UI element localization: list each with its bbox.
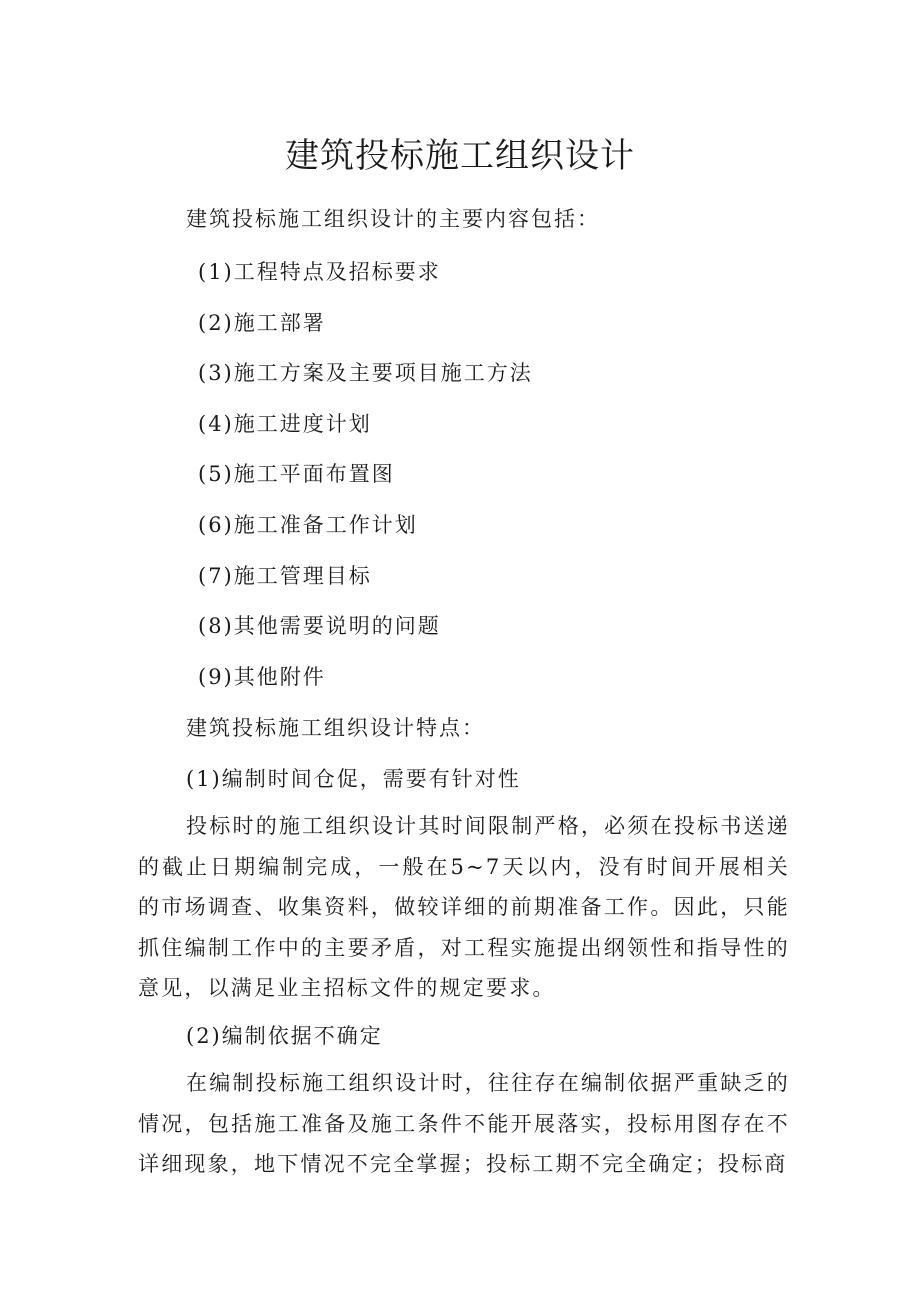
content-item-6: (6)施工准备工作计划 — [198, 513, 418, 537]
feature-2-paragraph: 在编制投标施工组织设计时，往往存在编制依据严重缺乏的情况，包括施工准备及施工条件不能开展落实，投标用图存在不详细现象，地下情况不完全掌握；投标工期不完全确定；投标商 — [138, 1071, 790, 1176]
content-item-4: (4)施工进度计划 — [198, 412, 372, 436]
content-item-3: (3)施工方案及主要项目施工方法 — [198, 361, 533, 385]
document-title: 建筑投标施工组织设计 — [285, 136, 635, 176]
intro-text: 建筑投标施工组织设计的主要内容包括： — [186, 207, 600, 231]
feature-2-heading: (2)编制依据不确定 — [186, 1024, 383, 1048]
feature-1-heading: (1)编制时间仓促，需要有针对性 — [186, 767, 521, 791]
feature-1-paragraph: 投标时的施工组织设计其时间限制严格，必须在投标书送递的截止日期编制完成，一般在5~7天以内，没有时间开展相关的市场调查、收集资料，做较详细的前期准备工作。因此，只能抓住编制工作中的主要矛盾，对工程实施提出纲领性和指导性的意见，以满足业主招标文件的规定要求。 — [138, 814, 790, 1000]
content-item-2: (2)施工部署 — [198, 311, 326, 335]
content-item-7: (7)施工管理目标 — [198, 564, 372, 588]
content-item-1: (1)工程特点及招标要求 — [198, 260, 441, 284]
content-item-8: (8)其他需要说明的问题 — [198, 614, 441, 638]
content-item-9: (9)其他附件 — [198, 665, 326, 689]
content-item-5: (5)施工平面布置图 — [198, 462, 395, 486]
features-heading: 建筑投标施工组织设计特点： — [186, 716, 485, 740]
